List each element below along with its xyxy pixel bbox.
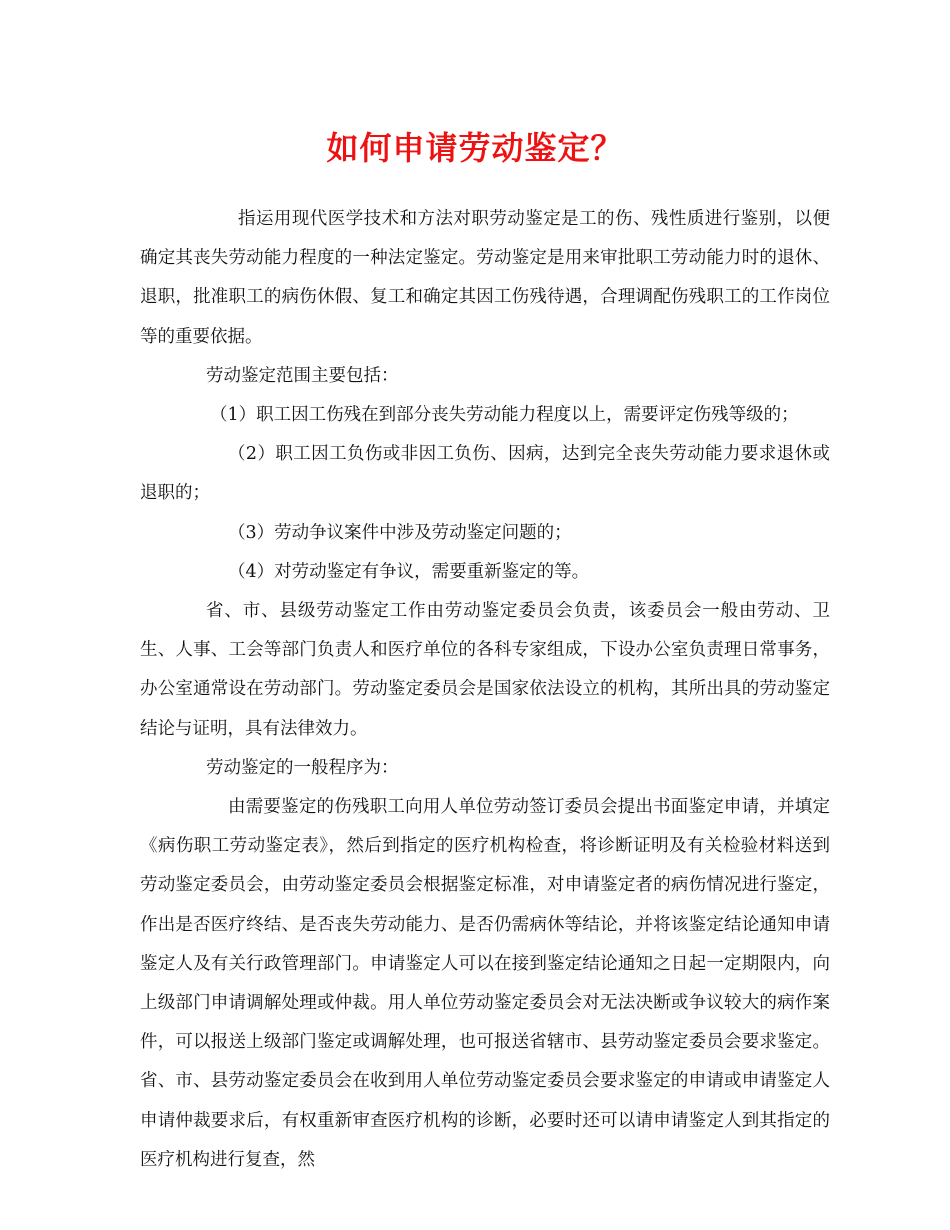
scope-heading: 劳动鉴定范围主要包括： xyxy=(206,365,399,386)
procedure-paragraph: 由需要鉴定的伤残职工向用人单位劳动签订委员会提出书面鉴定申请，并填定《病伤职工劳动鉴定表》，然后到指定的医疗机构检查，将诊断证明及有关检验材料送到劳动鉴定委员会，由劳动鉴定委员会根据鉴定标准，对申请鉴定者的病伤情况进行鉴定，作出是否医疗终结、是否丧失劳动能力、是否仍需病休等结论，并将该鉴定结论通知申请鉴定人及有关行政管理部门。申请鉴定人可以在接到鉴定结论通知之日起一定期限内，向上级部门申请调解处理或仲裁。用人单位劳动鉴定委员会对无法决断或争议较大的病作案件，可以报送上级部门鉴定或调解处理，也可报送省辖市、县劳动鉴定委员会要求鉴定。省、市、县劳动鉴定委员会在收到用人单位劳动鉴定委员会要求鉴定的申请或申请鉴定人申请仲裁要求后，有权重新审查医疗机构的诊断，必要时还可以请申请鉴定人到其指定的医疗机构进行复查，然 xyxy=(140,797,830,1170)
document-body xyxy=(140,200,830,1180)
procedure-heading: 劳动鉴定的一般程序为： xyxy=(206,757,399,778)
page-title: 如何申请劳动鉴定？ xyxy=(326,129,624,167)
scope-item-3: （3）劳动争议案件中涉及劳动鉴定问题的； xyxy=(228,522,572,543)
intro-paragraph: 指运用现代医学技术和方法对职劳动鉴定是工的伤、残性质进行鉴别，以便确定其丧失劳动能力程度的一种法定鉴定。劳动鉴定是用来审批职工劳动能力时的退休、退职，批准职工的病伤休假、复工和确定其因工伤残待遇，合理调配伤残职工的工作岗位等的重要依据。 xyxy=(140,209,830,347)
committee-paragraph: 省、市、县级劳动鉴定工作由劳动鉴定委员会负责，该委员会一般由劳动、卫生、人事、工会等部门负责人和医疗单位的各科专家组成，下设办公室负责理日常事务，办公室通常设在劳动部门。劳动鉴定委员会是国家依法设立的机构，其所出具的劳动鉴定结论与证明，具有法律效力。 xyxy=(140,601,830,739)
scope-item-4: （4）对劳动鉴定有争议，需要重新鉴定的等。 xyxy=(228,561,590,582)
scope-item-1: （1）职工因工伤残在到部分丧失劳动能力程度以上，需要评定伤残等级的； xyxy=(210,405,799,426)
scope-item-2: （2）职工因工负伤或非因工负伤、因病，达到完全丧失劳动能力要求退休或退职的； xyxy=(140,444,830,504)
